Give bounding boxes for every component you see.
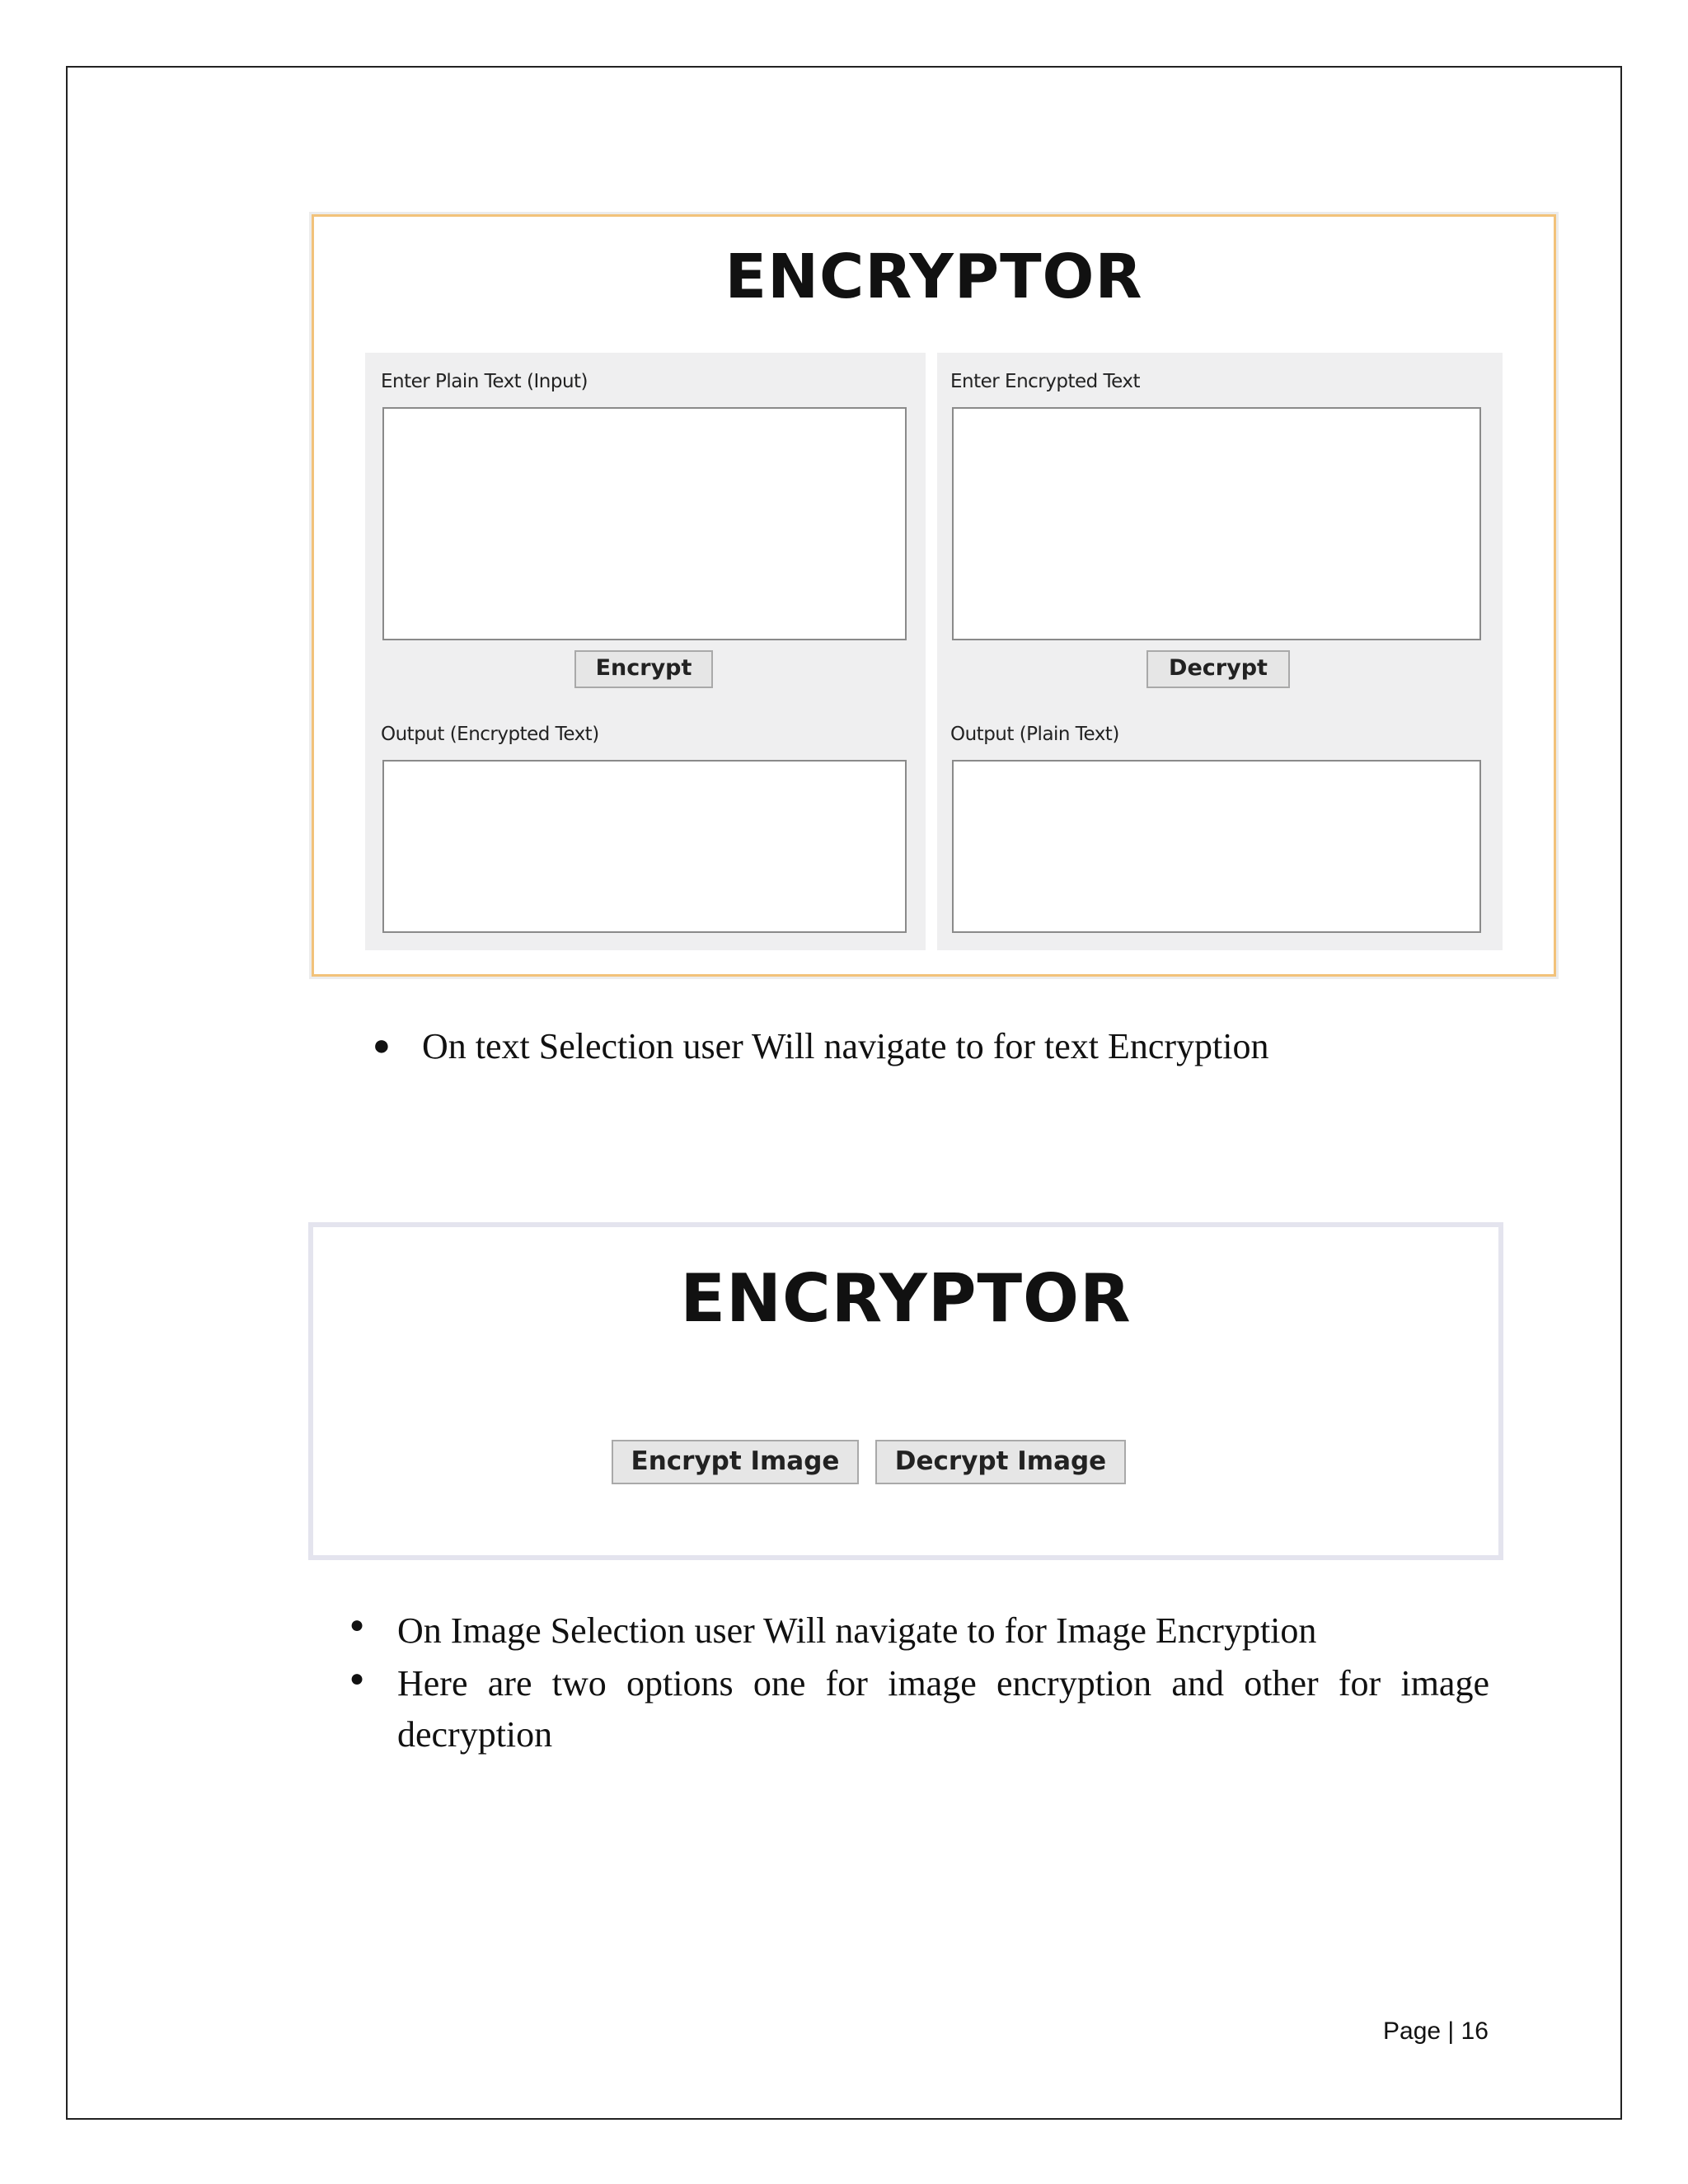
text-selection-note: On text Selection user Will navigate to for text Encryption [422,1026,1269,1066]
image-selection-note: On Image Selection user Will navigate to for Image Encryption [397,1610,1317,1651]
encrypt-panel [365,353,926,950]
decrypt-button[interactable]: Decrypt [1146,650,1290,688]
encrypted-text-output[interactable] [382,760,907,933]
page-number: Page | 16 [1383,2018,1489,2045]
plain-text-input-label: Enter Plain Text (Input) [381,371,588,392]
encryptor-title: ENCRYPTOR [724,241,1143,312]
bullet-dot: ● [349,1611,365,1638]
image-options-note: Here are two options one for image encryption and other for image decryption [397,1663,1489,1755]
encrypt-button[interactable]: Encrypt [574,650,713,688]
plain-text-input[interactable] [382,407,907,640]
decrypt-image-button[interactable]: Decrypt Image [875,1440,1126,1484]
encrypted-text-input[interactable] [952,407,1481,640]
image-encryptor-screenshot [308,1222,1503,1560]
plain-text-output[interactable] [952,760,1481,933]
encrypt-image-button[interactable]: Encrypt Image [612,1440,859,1484]
bullet-dot: ● [349,1665,365,1692]
plain-output-label: Output (Plain Text) [950,724,1119,745]
encryptor-title: ENCRYPTOR [680,1260,1132,1337]
encrypted-output-label: Output (Encrypted Text) [381,724,599,745]
text-encryptor-screenshot [312,214,1556,977]
bullet-dot: ● [373,1029,391,1062]
encrypted-text-input-label: Enter Encrypted Text [950,371,1141,392]
decrypt-panel [937,353,1503,950]
